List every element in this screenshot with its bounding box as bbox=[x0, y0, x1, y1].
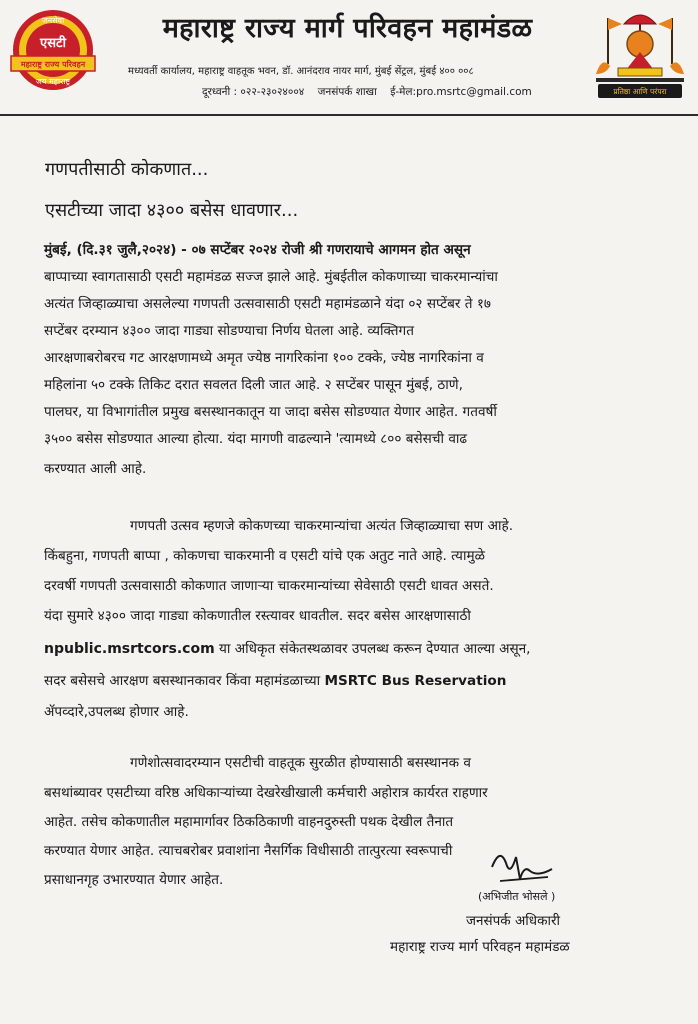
logo-left-center-text: एसटी bbox=[40, 36, 66, 51]
p3-line-4: करण्यात येणार आहेत. त्याचबरोबर प्रवाशांना नैसर्गिक विधीसाठी तात्पुरत्या स्वरूपाची bbox=[44, 843, 453, 859]
p2-line-6 bbox=[44, 670, 506, 689]
p3-line-5: प्रसाधानगृह उभारण्यात येणार आहेत. bbox=[44, 872, 224, 888]
p3-line-3: आहेत. तसेच कोकणातील महामार्गावर ठिकठिकाणी वाहनदुरुस्ती पथक देखील तैनात bbox=[44, 814, 454, 830]
headline-line-1: गणपतीसाठी कोकणात... bbox=[45, 159, 209, 180]
p1-line-4: सप्टेंबर दरम्यान ४३०० जादा गाड्या सोडण्याचा निर्णय घेतला आहे. व्यक्तिगत bbox=[44, 323, 414, 339]
reservation-website-link[interactable]: npublic.msrtcors.com bbox=[44, 641, 215, 657]
p1-line-1: मुंबई, (दि.३१ जुलै,२०२४) - ०७ सप्टेंबर २०२४ रोजी श्री गणरायाचे आगमन होत असून bbox=[44, 242, 471, 258]
org-email: ई-मेल:pro.msrtc@gmail.com bbox=[390, 86, 532, 98]
p2-line-5 bbox=[44, 638, 531, 657]
p2-line-3: दरवर्षी गणपती उत्सवासाठी कोकणात जाणाऱ्या चाकरमान्यांच्या सेवेसाठी एसटी धावत असते. bbox=[44, 578, 494, 594]
logo-left-band-text: महाराष्ट्र राज्य परिवहन bbox=[20, 60, 86, 69]
heritage-emblem-icon bbox=[588, 4, 692, 102]
p2-line-1: गणपती उत्सव म्हणजे कोकणच्या चाकरमान्यांचा अत्यंत जिव्हाळ्याचा सण आहे. bbox=[130, 518, 514, 534]
signer-name: (अभिजीत भोसले ) bbox=[478, 890, 556, 903]
p2-line-2: किंबहुना, गणपती बाप्पा , कोकणचा चाकरमानी व एसटी यांचे एक अतुट नाते आहे. त्यामुळे bbox=[44, 548, 485, 564]
msrtc-app-name: MSRTC Bus Reservation bbox=[324, 673, 507, 689]
p3-line-1: गणेशोत्सवादरम्यान एसटीची वाहतूक सुरळीत होण्यासाठी बसस्थानक व bbox=[130, 755, 471, 771]
handwritten-signature bbox=[486, 843, 556, 889]
p1-line-7: पालघर, या विभागांतील प्रमुख बसस्थानकातून या जादा बसेस सोडण्यात येणार आहेत. गतवर्षी bbox=[44, 404, 497, 420]
org-contact-line bbox=[202, 85, 542, 99]
signer-organization: महाराष्ट्र राज्य मार्ग परिवहन महामंडळ bbox=[390, 939, 570, 955]
p1-line-9: करण्यात आली आहे. bbox=[44, 461, 147, 477]
logo-left-bottom-text: जय महाराष्ट्र bbox=[35, 77, 71, 86]
msrtc-emblem-icon bbox=[8, 8, 98, 98]
p1-line-6: महिलांना ५० टक्के तिकिट दरात सवलत दिली जात आहे. २ सप्टेंबर पासून मुंबई, ठाणे, bbox=[44, 377, 463, 393]
org-address: मध्यवर्ती कार्यालय, महाराष्ट्र वाहतूक भवन, डॉ. आनंदराव नायर मार्ग, मुंबई सेंट्रल, मुंबई ४०० ००८ bbox=[128, 66, 474, 77]
p1-line-5: आरक्षणाबरोबरच गट आरक्षणामध्ये अमृत ज्येष्ठ नागरिकांना १०० टक्के, ज्येष्ठ नागरिकांना व bbox=[44, 350, 484, 366]
p1-line-3: अत्यंत जिव्हाळ्याचा असलेल्या गणपती उत्सवासाठी एसटी महामंडळाने यंदा ०२ सप्टेंबर ते १७ bbox=[44, 296, 491, 312]
p2-line-7: ॲपव्दारे,उपलब्ध होणार आहे. bbox=[44, 704, 189, 720]
p1-line-8: ३५०० बसेस सोडण्यात आल्या होत्या. यंदा मागणी वाढल्याने 'त्यामध्ये ८०० बसेसची वाढ bbox=[44, 431, 468, 447]
org-department: जनसंपर्क शाखा bbox=[317, 86, 377, 98]
org-phone: दूरध्वनी : ०२२-२३०२४००४ bbox=[202, 86, 305, 98]
org-title: महाराष्ट्र राज्य मार्ग परिवहन महामंडळ bbox=[162, 13, 533, 44]
signer-title: जनसंपर्क अधिकारी bbox=[466, 913, 560, 929]
p2-line-5-text: या अधिकृत संकेतस्थळावर उपलब्ध करून देण्यात आल्या असून, bbox=[214, 641, 531, 657]
header-divider bbox=[0, 114, 698, 116]
p2-line-4: यंदा सुमारे ४३०० जादा गाड्या कोकणातील रस्त्यावर धावतील. सदर बसेस आरक्षणासाठी bbox=[44, 608, 471, 624]
p1-line-2: बाप्पाच्या स्वागतासाठी एसटी महामंडळ सज्ज झाले आहे. मुंबईतील कोकणाच्या चाकरमान्यांचा bbox=[44, 269, 498, 285]
headline-line-2: एसटीच्या जादा ४३०० बसेस धावणार... bbox=[45, 200, 299, 221]
p2-line-6-text: सदर बसेसचे आरक्षण बसस्थानकावर किंवा महामंडळाच्या bbox=[44, 673, 325, 689]
logo-right-caption: प्रतिष्ठा आणि परंपरा bbox=[613, 87, 667, 96]
logo-left-top-text: जनसेवा bbox=[41, 16, 65, 25]
p3-line-2: बसथांब्यावर एसटीच्या वरिष्ठ अधिकाऱ्यांच्या देखरेखीखाली कर्मचारी अहोरात्र कार्यरत राहणार bbox=[44, 785, 488, 801]
